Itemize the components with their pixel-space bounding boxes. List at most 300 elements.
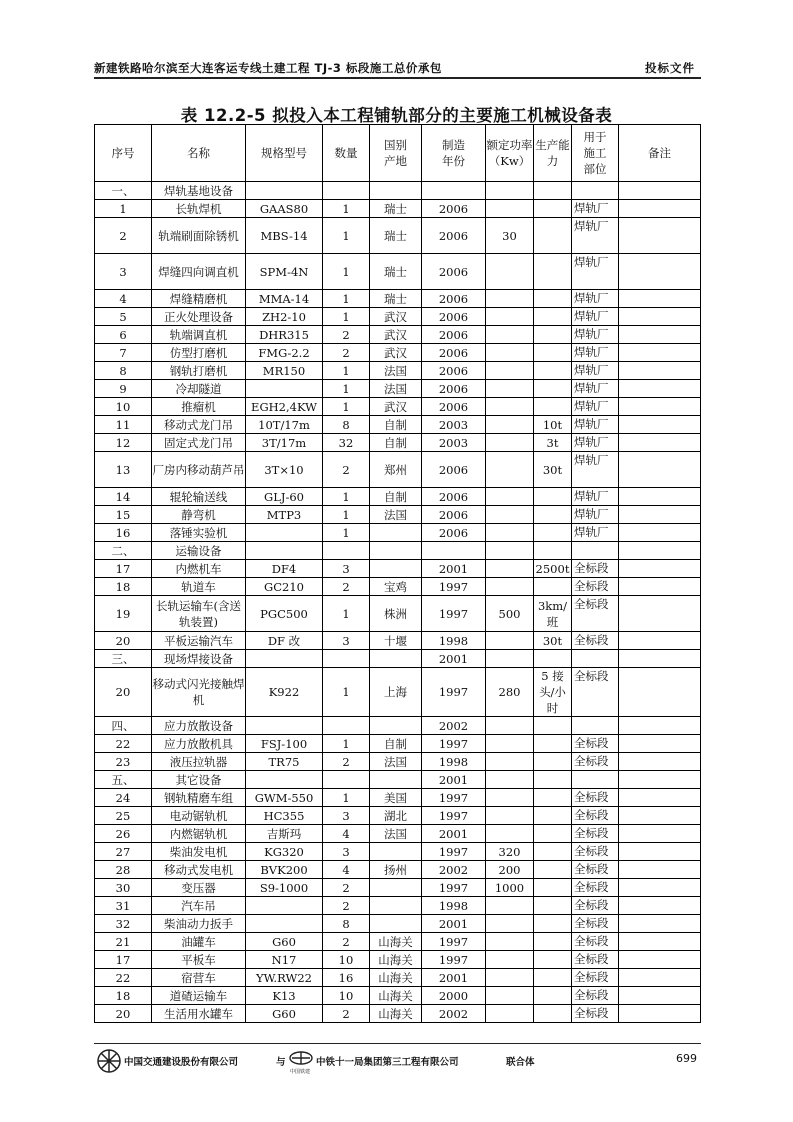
table-cell: 8: [95, 362, 152, 380]
table-cell: [486, 560, 534, 578]
table-cell: 全标段: [572, 987, 619, 1005]
table-cell: 3: [323, 843, 370, 861]
table-cell: 焊轨厂: [572, 254, 619, 290]
table-cell: 焊轨厂: [572, 524, 619, 542]
table-cell: [486, 488, 534, 506]
table-cell: 23: [95, 753, 152, 771]
crcc-logo-icon: [288, 1048, 314, 1068]
col-header-remark: 备注: [619, 125, 701, 182]
footer-rule: [94, 1043, 701, 1044]
table-cell: 1: [95, 200, 152, 218]
table-cell: 30t: [534, 452, 572, 488]
table-cell: [534, 753, 572, 771]
table-cell: K13: [246, 987, 323, 1005]
table-row: [95, 969, 701, 987]
table-cell: [619, 254, 701, 290]
table-cell: [486, 524, 534, 542]
table-cell: 固定式龙门吊: [152, 434, 246, 452]
table-row: [95, 632, 701, 650]
table-cell: 2: [323, 879, 370, 897]
header-rule: [94, 77, 701, 79]
table-cell: GWM-550: [246, 789, 323, 807]
table-cell: 18: [95, 987, 152, 1005]
table-row: [95, 542, 701, 560]
table-cell: 瑞士: [370, 290, 422, 308]
table-cell: 长轨焊机: [152, 200, 246, 218]
table-cell: 10t: [534, 416, 572, 434]
table-cell: 全标段: [572, 668, 619, 717]
table-cell: 轨端刷面除锈机: [152, 218, 246, 254]
table-cell: 全标段: [572, 632, 619, 650]
table-cell: 3: [95, 254, 152, 290]
table-cell: 山海关: [370, 1005, 422, 1023]
company2-name: 中铁十一局集团第三工程有限公司: [316, 1057, 459, 1068]
table-row: [95, 735, 701, 753]
table-cell: [370, 542, 422, 560]
table-cell: 焊轨厂: [572, 398, 619, 416]
table-cell: [619, 735, 701, 753]
col-header-year: 制造年份: [422, 125, 486, 182]
table-row: [95, 398, 701, 416]
table-cell: [534, 542, 572, 560]
table-cell: 2500t: [534, 560, 572, 578]
table-cell: MMA-14: [246, 290, 323, 308]
table-cell: 焊轨基地设备: [152, 182, 246, 200]
table-row: [95, 578, 701, 596]
table-cell: [534, 1005, 572, 1023]
table-cell: [486, 807, 534, 825]
table-cell: [486, 771, 534, 789]
col-header-qty: 数量: [323, 125, 370, 182]
table-cell: 道碴运输车: [152, 987, 246, 1005]
table-cell: [246, 897, 323, 915]
table-cell: 2: [323, 326, 370, 344]
table-cell: 吉斯玛: [246, 825, 323, 843]
table-cell: 2006: [422, 452, 486, 488]
table-cell: [486, 254, 534, 290]
table-cell: 运输设备: [152, 542, 246, 560]
table-cell: 柴油发电机: [152, 843, 246, 861]
table-cell: [486, 344, 534, 362]
table-cell: [619, 290, 701, 308]
table-cell: 1997: [422, 879, 486, 897]
table-cell: 30t: [534, 632, 572, 650]
table-cell: HC355: [246, 807, 323, 825]
table-cell: 自制: [370, 416, 422, 434]
table-cell: [486, 506, 534, 524]
table-cell: 法国: [370, 506, 422, 524]
table-cell: 宿营车: [152, 969, 246, 987]
table-cell: 2006: [422, 326, 486, 344]
table-cell: 全标段: [572, 789, 619, 807]
table-cell: 10: [95, 398, 152, 416]
table-cell: 长轨运输车(含送轨装置): [152, 596, 246, 632]
table-cell: 1998: [422, 753, 486, 771]
table-cell: [534, 326, 572, 344]
table-cell: 山海关: [370, 987, 422, 1005]
table-row: [95, 326, 701, 344]
table-cell: 法国: [370, 380, 422, 398]
table-cell: [619, 398, 701, 416]
table-row: [95, 452, 701, 488]
table-cell: 1: [323, 524, 370, 542]
table-cell: 正火处理设备: [152, 308, 246, 326]
table-row: [95, 897, 701, 915]
table-cell: 1997: [422, 735, 486, 753]
table-cell: 32: [95, 915, 152, 933]
table-cell: [486, 650, 534, 668]
table-cell: 全标段: [572, 969, 619, 987]
table-cell: 平板运输汽车: [152, 632, 246, 650]
table-cell: [534, 308, 572, 326]
table-header-row: [95, 125, 701, 182]
table-row: [95, 218, 701, 254]
table-cell: 瑞士: [370, 200, 422, 218]
table-cell: [486, 290, 534, 308]
table-cell: GLJ-60: [246, 488, 323, 506]
table-cell: [486, 987, 534, 1005]
table-cell: [619, 578, 701, 596]
table-cell: [486, 735, 534, 753]
table-row: [95, 182, 701, 200]
table-cell: MR150: [246, 362, 323, 380]
table-cell: 1: [323, 362, 370, 380]
table-title: 表 12.2-5 拟投入本工程铺轨部分的主要施工机械设备表: [180, 106, 613, 125]
table-cell: 25: [95, 807, 152, 825]
table-cell: [486, 434, 534, 452]
table-row: [95, 416, 701, 434]
table-row: [95, 825, 701, 843]
table-cell: 2: [323, 753, 370, 771]
table-cell: 20: [95, 632, 152, 650]
table-cell: G60: [246, 933, 323, 951]
table-cell: 电动锯轨机: [152, 807, 246, 825]
table-cell: 全标段: [572, 897, 619, 915]
table-cell: [534, 933, 572, 951]
table-cell: 2006: [422, 506, 486, 524]
table-cell: 焊轨厂: [572, 380, 619, 398]
table-cell: [370, 879, 422, 897]
table-cell: 全标段: [572, 915, 619, 933]
table-cell: [534, 254, 572, 290]
company1-name: 中国交通建设股份有限公司: [124, 1057, 239, 1068]
table-cell: [534, 344, 572, 362]
table-cell: 焊轨厂: [572, 344, 619, 362]
table-cell: 郑州: [370, 452, 422, 488]
table-cell: [486, 1005, 534, 1023]
table-cell: 汽车吊: [152, 897, 246, 915]
table-cell: 500: [486, 596, 534, 632]
table-cell: [486, 416, 534, 434]
table-cell: 1: [323, 398, 370, 416]
table-cell: [534, 951, 572, 969]
table-cell: 2: [323, 897, 370, 915]
table-cell: 4: [323, 861, 370, 879]
table-cell: 移动式闪光接触焊机: [152, 668, 246, 717]
table-row: [95, 362, 701, 380]
table-cell: [619, 524, 701, 542]
table-cell: 焊轨厂: [572, 362, 619, 380]
table-cell: 2: [95, 218, 152, 254]
table-cell: 16: [95, 524, 152, 542]
table-cell: 1: [323, 290, 370, 308]
table-cell: [619, 452, 701, 488]
table-cell: [246, 542, 323, 560]
table-cell: 280: [486, 668, 534, 717]
table-cell: [572, 650, 619, 668]
table-cell: 全标段: [572, 735, 619, 753]
table-cell: 武汉: [370, 398, 422, 416]
table-cell: [619, 753, 701, 771]
table-cell: [370, 843, 422, 861]
table-row: [95, 506, 701, 524]
table-cell: 3: [323, 632, 370, 650]
table-cell: [619, 807, 701, 825]
table-cell: 全标段: [572, 560, 619, 578]
table-cell: [619, 987, 701, 1005]
table-cell: 全标段: [572, 807, 619, 825]
table-cell: [534, 843, 572, 861]
table-cell: 5 接头/小时: [534, 668, 572, 717]
table-cell: 20: [95, 1005, 152, 1023]
table-cell: [486, 897, 534, 915]
table-cell: [246, 380, 323, 398]
table-cell: 轨端调直机: [152, 326, 246, 344]
table-body: [95, 182, 701, 1023]
table-row: [95, 668, 701, 717]
table-cell: 四、: [95, 717, 152, 735]
table-cell: [572, 771, 619, 789]
table-cell: 2003: [422, 416, 486, 434]
table-row: [95, 753, 701, 771]
table-cell: ZH2-10: [246, 308, 323, 326]
table-cell: 美国: [370, 789, 422, 807]
table-cell: 自制: [370, 735, 422, 753]
table-row: [95, 308, 701, 326]
table-cell: [370, 182, 422, 200]
table-cell: 17: [95, 560, 152, 578]
table-cell: 全标段: [572, 951, 619, 969]
table-cell: 内燃机车: [152, 560, 246, 578]
table-cell: [486, 578, 534, 596]
table-cell: [619, 506, 701, 524]
table-cell: [619, 434, 701, 452]
table-cell: 1: [323, 308, 370, 326]
table-cell: 应力放散机具: [152, 735, 246, 753]
table-cell: 19: [95, 596, 152, 632]
table-cell: [619, 915, 701, 933]
table-cell: 2003: [422, 434, 486, 452]
table-cell: 应力放散设备: [152, 717, 246, 735]
table-cell: 15: [95, 506, 152, 524]
table-cell: 静弯机: [152, 506, 246, 524]
table-cell: [486, 789, 534, 807]
table-cell: [323, 542, 370, 560]
table-cell: [486, 951, 534, 969]
table-cell: 仿型打磨机: [152, 344, 246, 362]
table-cell: 扬州: [370, 861, 422, 879]
table-cell: 2: [323, 452, 370, 488]
table-cell: 6: [95, 326, 152, 344]
table-cell: [572, 717, 619, 735]
table-cell: 推瘤机: [152, 398, 246, 416]
table-row: [95, 987, 701, 1005]
table-cell: 冷却隧道: [152, 380, 246, 398]
table-cell: [534, 182, 572, 200]
table-cell: [619, 897, 701, 915]
table-cell: [572, 182, 619, 200]
table-cell: 26: [95, 825, 152, 843]
table-cell: 24: [95, 789, 152, 807]
col-header-location: 用于施工部位: [572, 125, 619, 182]
table-cell: 3T×10: [246, 452, 323, 488]
table-cell: [534, 969, 572, 987]
table-cell: [534, 290, 572, 308]
table-cell: [534, 398, 572, 416]
table-cell: [486, 380, 534, 398]
table-cell: [619, 182, 701, 200]
table-row: [95, 807, 701, 825]
table-cell: 全标段: [572, 1005, 619, 1023]
table-cell: [486, 326, 534, 344]
table-cell: 焊轨厂: [572, 200, 619, 218]
table-cell: [619, 308, 701, 326]
page-header: [94, 58, 701, 76]
table-cell: [370, 915, 422, 933]
table-cell: 1: [323, 668, 370, 717]
table-cell: [619, 861, 701, 879]
table-cell: 自制: [370, 488, 422, 506]
table-cell: 3: [323, 560, 370, 578]
table-cell: 山海关: [370, 969, 422, 987]
table-cell: DF4: [246, 560, 323, 578]
table-cell: 1: [323, 506, 370, 524]
table-cell: [534, 861, 572, 879]
table-cell: 1997: [422, 789, 486, 807]
table-cell: 焊轨厂: [572, 416, 619, 434]
table-cell: [534, 650, 572, 668]
table-cell: 1998: [422, 897, 486, 915]
table-cell: [486, 398, 534, 416]
crcc-logo-caption: 中国铁建: [290, 1069, 311, 1075]
table-cell: 瑞士: [370, 254, 422, 290]
table-cell: 10: [323, 951, 370, 969]
table-cell: TR75: [246, 753, 323, 771]
table-cell: 1: [323, 200, 370, 218]
table-cell: [534, 915, 572, 933]
table-cell: [370, 524, 422, 542]
table-cell: 20: [95, 668, 152, 717]
table-row: [95, 380, 701, 398]
table-cell: 内燃锯轨机: [152, 825, 246, 843]
col-header-name: 名称: [152, 125, 246, 182]
table-cell: [534, 987, 572, 1005]
table-cell: 柴油动力扳手: [152, 915, 246, 933]
table-cell: 1: [323, 380, 370, 398]
table-cell: 武汉: [370, 344, 422, 362]
table-cell: 生活用水罐车: [152, 1005, 246, 1023]
table-cell: [619, 717, 701, 735]
table-cell: [486, 632, 534, 650]
table-cell: 16: [323, 969, 370, 987]
table-cell: [370, 771, 422, 789]
table-cell: 辊轮输送线: [152, 488, 246, 506]
table-cell: [619, 380, 701, 398]
table-cell: 焊轨厂: [572, 506, 619, 524]
table-cell: 10: [323, 987, 370, 1005]
table-cell: 全标段: [572, 933, 619, 951]
table-cell: 2001: [422, 771, 486, 789]
table-cell: 2006: [422, 524, 486, 542]
table-cell: 14: [95, 488, 152, 506]
table-cell: [619, 825, 701, 843]
table-cell: 2006: [422, 200, 486, 218]
table-cell: 焊轨厂: [572, 218, 619, 254]
table-row: [95, 951, 701, 969]
joint-venture-label: 联合体: [506, 1057, 535, 1068]
table-cell: 1997: [422, 596, 486, 632]
table-cell: 油罐车: [152, 933, 246, 951]
table-cell: N17: [246, 951, 323, 969]
table-cell: 22: [95, 735, 152, 753]
table-cell: [486, 915, 534, 933]
table-cell: 2002: [422, 1005, 486, 1023]
table-cell: [534, 825, 572, 843]
table-cell: 1997: [422, 843, 486, 861]
table-cell: 1998: [422, 632, 486, 650]
table-cell: 2: [323, 1005, 370, 1023]
table-cell: [246, 182, 323, 200]
table-cell: SPM-4N: [246, 254, 323, 290]
table-row: [95, 915, 701, 933]
table-cell: 2000: [422, 987, 486, 1005]
table-cell: 2006: [422, 290, 486, 308]
table-cell: [619, 668, 701, 717]
table-cell: 1000: [486, 879, 534, 897]
table-cell: [619, 879, 701, 897]
page-footer: [94, 1048, 701, 1076]
table-row: [95, 434, 701, 452]
table-cell: [323, 650, 370, 668]
table-cell: DHR315: [246, 326, 323, 344]
table-cell: [619, 843, 701, 861]
table-cell: [422, 182, 486, 200]
table-cell: 1: [323, 735, 370, 753]
table-cell: [486, 717, 534, 735]
table-cell: 7: [95, 344, 152, 362]
table-cell: 2006: [422, 254, 486, 290]
table-cell: 1997: [422, 807, 486, 825]
table-cell: [486, 308, 534, 326]
table-cell: 1: [323, 488, 370, 506]
table-cell: 4: [95, 290, 152, 308]
table-cell: 上海: [370, 668, 422, 717]
table-cell: 全标段: [572, 753, 619, 771]
table-row: [95, 789, 701, 807]
table-cell: 200: [486, 861, 534, 879]
table-cell: 武汉: [370, 308, 422, 326]
table-cell: [246, 717, 323, 735]
table-cell: [619, 326, 701, 344]
table-cell: [422, 542, 486, 560]
table-row: [95, 650, 701, 668]
table-cell: 钢轨打磨机: [152, 362, 246, 380]
table-cell: 32: [323, 434, 370, 452]
table-row: [95, 254, 701, 290]
table-cell: 2002: [422, 717, 486, 735]
table-cell: EGH2,4KW: [246, 398, 323, 416]
table-cell: 平板车: [152, 951, 246, 969]
